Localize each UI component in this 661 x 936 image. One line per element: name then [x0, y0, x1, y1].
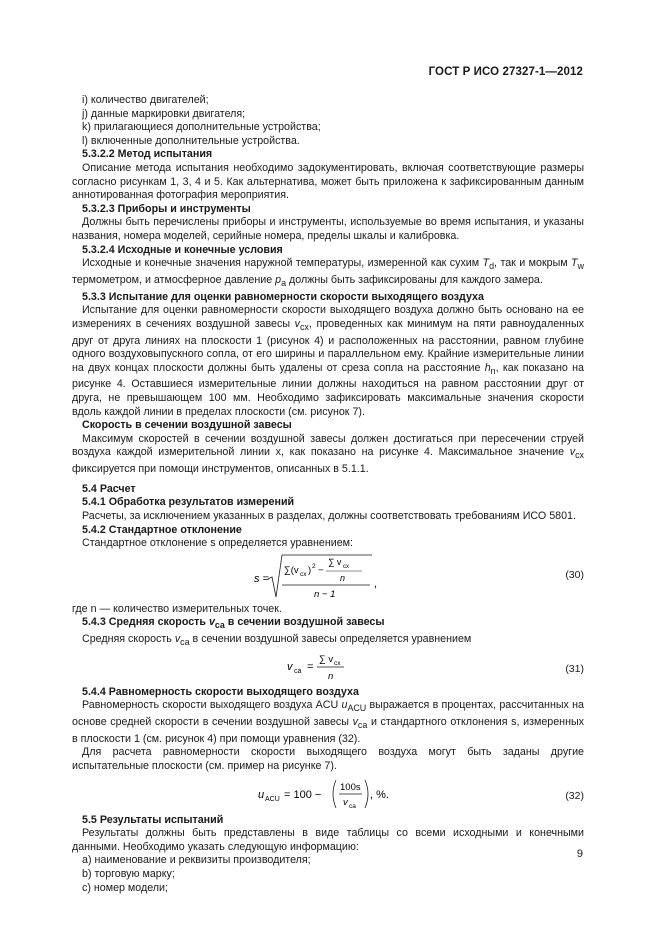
eq30-inner-den: n [340, 572, 346, 583]
eq30-sq: 2 [312, 562, 316, 570]
heading-5-4-1: 5.4.1 Обработка результатов измерений [82, 496, 295, 509]
heading-5-4-2: 5.4.2 Стандартное отклонение [82, 523, 242, 536]
equation-30 [72, 551, 584, 603]
equation-number: (31) [565, 662, 584, 675]
eq30-minus: − [318, 564, 324, 576]
eq31-eq: = [307, 660, 314, 673]
eq30-inner-sub: cx [343, 563, 349, 570]
equation-number: (30) [565, 568, 584, 581]
heading-5-3-2-2: 5.3.2.2 Метод испытания [82, 148, 213, 161]
eq30-lhs: s = [254, 572, 269, 585]
list-top [72, 94, 584, 148]
document-header: ГОСТ Р ИСО 27327-1—2012 [428, 66, 583, 78]
heading-5-3-2-3: 5.3.2.3 Приборы и инструменты [82, 202, 251, 215]
list-item: k) прилагающиеся дополнительные устройства; [82, 121, 321, 134]
paragraph-instruments: Должны быть перечислены приборы и инструменты, используемые во время испытания, и указаны названия, номера моделей, серийные номера, пределы шкалы и калибровка. [72, 216, 584, 242]
paragraph-other-planes: Для расчета равномерности скорости выходящего воздуха могут быть заданы другие испытательные плоскости (см. пример на рисунке 7). [72, 746, 584, 773]
eq30-comma: , [374, 577, 378, 590]
eq31-den: n [328, 670, 334, 682]
eq30-num-a-sub: cx [300, 570, 307, 578]
paragraph-speed: Максимум скоростей в сечении воздушной завесы должен достигаться при пересечении струей воздуха каждой измерительной линии x, как показано на рисунке 4. Максимальное значение $v_{cx}$ фиксируется при помощи инструментов, описанных в 5.1.1. [72, 432, 584, 476]
heading-5-4: 5.4 Расчет [82, 482, 136, 495]
list-item: j) данные маркировки двигателя; [82, 107, 246, 120]
document-body [72, 94, 584, 895]
equation-31-svg [72, 650, 584, 686]
eq30-den: n − 1 [314, 588, 336, 600]
heading-5-3-3: 5.3.3 Испытание для оценки равномерности скорости выходящего воздуха [82, 290, 484, 303]
list-bottom [72, 854, 584, 895]
eq32-num: 100s [340, 781, 361, 793]
heading-speed-section: Скорость в сечении воздушной завесы [82, 419, 292, 432]
paragraph-test-uniformity: Испытание для оценки равномерности скорости выходящего воздуха должно быть основано на ее измерениях в сечениях воздушной завесы $v_{cx}$, проведенных как минимум на пяти равноудаленных друг от друга линиях на плоскости 1 (рисунок 4) и расположенных на расстоянии, равном глубине одного воздуховыпускного сопла, от его ширины и параллельном ему. Крайние измерительные линии на двух концах плоскости должны быть удалены от среза сопла на расстояние $h_n$, как показано на рисунке 4. Оставшиеся измерительные линии должны находиться на равном расстоянии друг от друга, не превышающем 100 мм. Необходимо зафиксировать максимальные значения скорости вдоль каждой линии в пределах плоскости (см. рисунок 7). [72, 304, 584, 418]
eq32-den-sub: ca [349, 802, 356, 810]
eq30-num-a-end: ) [308, 564, 312, 576]
list-item: c) номер модели; [82, 881, 168, 894]
equation-30-svg [72, 551, 584, 603]
paragraph-where: где n — количество измерительных точек. [72, 602, 282, 615]
equation-31 [72, 650, 584, 686]
eq32-lhs-sub: ACU [265, 795, 280, 803]
equation-32-svg [72, 774, 584, 814]
eq32-left-paren [333, 780, 336, 808]
eq32-den: v [343, 796, 348, 808]
equation-number: (32) [565, 789, 584, 802]
eq32-right-paren [365, 780, 368, 808]
list-item: a) наименование и реквизиты производителя; [82, 854, 311, 867]
eq32-rhs: = 100 − [284, 788, 322, 801]
paragraph-std-dev: Стандартное отклонение s определяется уравнением: [82, 537, 353, 550]
list-item: b) торговую марку; [82, 867, 175, 880]
eq31-lhs: v [287, 660, 293, 673]
eq31-lhs-sub: ca [294, 667, 302, 675]
paragraph-results: Результаты должны быть представлены в виде таблицы со всеми исходными и конечными данными. Необходимо указать следующую информацию: [72, 827, 584, 853]
paragraph-uniformity: Равномерность скорости выходящего воздуха ACU $u_{ACU}$ выражается в процентах, рассчитанных на основе средней скорости в сечении воздушной завесы $v_{ca}$ и стандартного отклонения s, измеренных в плоскости 1 (см. рисунок 4) при помощи уравнения (32). [72, 699, 584, 745]
paragraph-avg-speed: Средняя скорость $v_{ca}$ в сечении воздушной завесы определяется уравнением [82, 633, 472, 648]
list-item: i) количество двигателей; [82, 94, 209, 106]
eq31-num-sub: cx [334, 659, 341, 667]
list-item: l) включенные дополнительные устройства. [82, 134, 300, 147]
eq30-num-a: ∑(v [284, 564, 299, 576]
paragraph-conditions: Исходные и конечные значения наружной температуры, измеренной как сухим $T_d$, так и мокрым $T_w$ термометром, и атмосферное давление $p_a$ должны быть зафиксированы для каждого замера. [72, 257, 584, 288]
paragraph-processing: Расчеты, за исключением указанных в разделах, должны соответствовать требованиям ИСО 5801. [82, 509, 576, 522]
heading-5-4-4: 5.4.4 Равномерность скорости выходящего воздуха [82, 685, 359, 698]
page-number: 9 [576, 848, 583, 860]
eq30-inner-num: ∑ v [328, 556, 342, 567]
eq32-tail: , %. [370, 788, 389, 801]
paragraph-method: Описание метода испытания необходимо задокументировать, включая соответствующие размеры согласно рисункам 1, 3, 4 и 5. Как альтернатива, может быть приложена к зафиксированным данным аннотированная фотография мероприятия. [72, 161, 584, 202]
eq31-num: ∑ v [319, 653, 334, 665]
heading-5-3-2-4: 5.3.2.4 Исходные и конечные условия [82, 243, 283, 256]
equation-32 [72, 774, 584, 814]
eq32-lhs: u [258, 788, 265, 801]
heading-5-5: 5.5 Результаты испытаний [82, 813, 224, 826]
heading-5-4-3: 5.4.3 Средняя скорость $v_{ca}$ в сечении воздушной завесы [82, 616, 385, 631]
